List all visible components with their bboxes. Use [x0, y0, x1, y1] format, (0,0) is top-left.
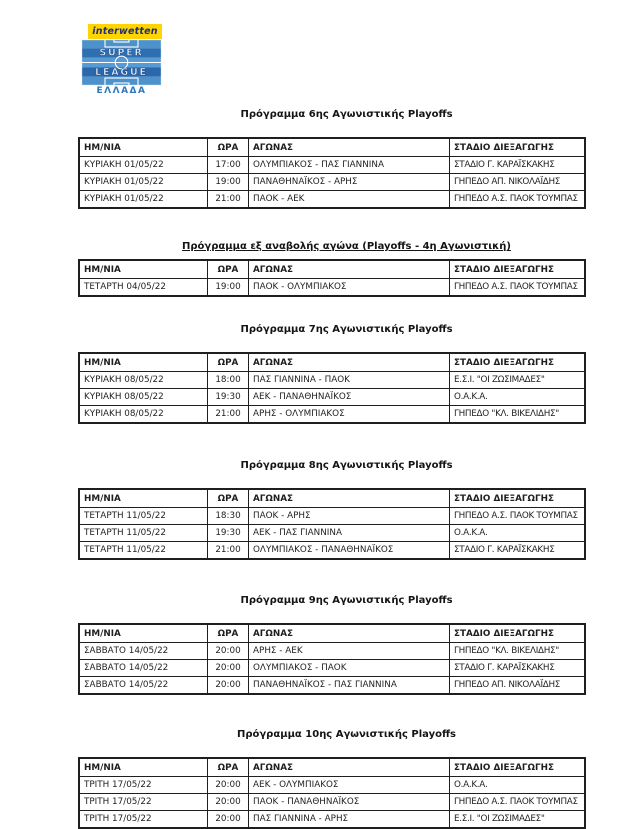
cell-match: ΑΕΚ - ΠΑΣ ΓΙΑΝΝΙΝΑ: [249, 525, 450, 542]
cell-date: ΤΕΤΑΡΤΗ 11/05/22: [79, 525, 208, 542]
logo-text-super: SUPER: [99, 47, 144, 59]
cell-time: 20:00: [208, 643, 249, 660]
cell-time: 21:00: [208, 542, 249, 560]
column-header: ΣΤΑΔΙΟ ΔΙΕΞΑΓΩΓΗΣ: [450, 260, 586, 279]
cell-venue: ΣΤΑΔΙΟ Γ. ΚΑΡΑΪΣΚΑΚΗΣ: [450, 157, 586, 174]
table-row: [79, 157, 585, 174]
matchday-section: [78, 594, 563, 695]
table-row: [79, 643, 585, 660]
column-header: ΑΓΩΝΑΣ: [249, 260, 450, 279]
table-header-row: [79, 758, 585, 777]
table-row: [79, 677, 585, 695]
cell-time: 19:00: [208, 279, 249, 297]
section-title: Πρόγραμμα 9ης Αγωνιστικής Playoffs: [240, 595, 453, 606]
column-header: ΗΜ/ΝΙΑ: [79, 489, 208, 508]
cell-time: 20:00: [208, 794, 249, 811]
schedule-sections: [78, 0, 578, 829]
table-row: [79, 542, 585, 560]
column-header: ΑΓΩΝΑΣ: [249, 758, 450, 777]
cell-venue: ΓΗΠΕΔΟ Α.Σ. ΠΑΟΚ ΤΟΥΜΠΑΣ: [450, 508, 586, 525]
cell-match: ΠΑΣ ΓΙΑΝΝΙΝΑ - ΑΡΗΣ: [249, 811, 450, 829]
cell-venue: ΓΗΠΕΔΟ Α.Σ. ΠΑΟΚ ΤΟΥΜΠΑΣ: [450, 279, 586, 297]
cell-date: ΤΡΙΤΗ 17/05/22: [79, 794, 208, 811]
cell-venue: ΓΗΠΕΔΟ Α.Σ. ΠΑΟΚ ΤΟΥΜΠΑΣ: [450, 191, 586, 209]
section-title: Πρόγραμμα 6ης Αγωνιστικής Playoffs: [240, 109, 453, 120]
table-header-row: [79, 489, 585, 508]
column-header: ΑΓΩΝΑΣ: [249, 353, 450, 372]
section-title: Πρόγραμμα 8ης Αγωνιστικής Playoffs: [240, 460, 453, 471]
column-header: ΣΤΑΔΙΟ ΔΙΕΞΑΓΩΓΗΣ: [450, 138, 586, 157]
cell-venue: ΓΗΠΕΔΟ "ΚΛ. ΒΙΚΕΛΙΔΗΣ": [450, 406, 586, 424]
column-header: ΣΤΑΔΙΟ ΔΙΕΞΑΓΩΓΗΣ: [450, 489, 586, 508]
cell-date: ΤΕΤΑΡΤΗ 11/05/22: [79, 508, 208, 525]
cell-time: 21:00: [208, 191, 249, 209]
column-header: ΣΤΑΔΙΟ ΔΙΕΞΑΓΩΓΗΣ: [450, 353, 586, 372]
section-title: Πρόγραμμα εξ αναβολής αγώνα (Playoffs - 4η Αγωνιστική): [182, 241, 511, 252]
cell-date: ΚΥΡΙΑΚΗ 08/05/22: [79, 389, 208, 406]
table-row: [79, 372, 585, 389]
matchday-section: [78, 459, 578, 560]
cell-time: 21:00: [208, 406, 249, 424]
column-header: ΩΡΑ: [208, 353, 249, 372]
cell-venue: Ο.Α.Κ.Α.: [450, 525, 586, 542]
cell-time: 18:30: [208, 508, 249, 525]
cell-match: ΑΡΗΣ - ΟΛΥΜΠΙΑΚΟΣ: [249, 406, 450, 424]
matchday-section: [78, 240, 578, 297]
column-header: ΣΤΑΔΙΟ ΔΙΕΞΑΓΩΓΗΣ: [450, 624, 586, 643]
cell-venue: ΣΤΑΔΙΟ Γ. ΚΑΡΑΪΣΚΑΚΗΣ: [450, 542, 586, 560]
cell-match: ΠΑΟΚ - ΑΡΗΣ: [249, 508, 450, 525]
cell-date: ΣΑΒΒΑΤΟ 14/05/22: [79, 660, 208, 677]
cell-venue: Ο.Α.Κ.Α.: [450, 389, 586, 406]
column-header: ΩΡΑ: [208, 138, 249, 157]
table-header-row: [79, 353, 585, 372]
cell-venue: ΓΗΠΕΔΟ "ΚΛ. ΒΙΚΕΛΙΔΗΣ": [450, 643, 586, 660]
cell-venue: ΓΗΠΕΔΟ ΑΠ. ΝΙΚΟΛΑΪΔΗΣ: [450, 677, 586, 695]
table-row: [79, 279, 585, 297]
table-row: [79, 794, 585, 811]
cell-date: ΣΑΒΒΑΤΟ 14/05/22: [79, 643, 208, 660]
table-row: [79, 389, 585, 406]
cell-time: 18:00: [208, 372, 249, 389]
cell-venue: Ο.Α.Κ.Α.: [450, 777, 586, 794]
cell-match: ΟΛΥΜΠΙΑΚΟΣ - ΠΑΣ ΓΙΑΝΝΙΝΑ: [249, 157, 450, 174]
matchday-section: [78, 108, 578, 209]
table-header-row: [79, 260, 585, 279]
cell-time: 17:00: [208, 157, 249, 174]
table-row: [79, 525, 585, 542]
column-header: ΣΤΑΔΙΟ ΔΙΕΞΑΓΩΓΗΣ: [450, 758, 586, 777]
cell-match: ΠΑΟΚ - ΠΑΝΑΘΗΝΑΪΚΟΣ: [249, 794, 450, 811]
cell-match: ΑΕΚ - ΟΛΥΜΠΙΑΚΟΣ: [249, 777, 450, 794]
cell-match: ΠΑΣ ΓΙΑΝΝΙΝΑ - ΠΑΟΚ: [249, 372, 450, 389]
table-row: [79, 660, 585, 677]
schedule-table: [78, 259, 586, 297]
schedule-table: [78, 623, 586, 695]
cell-match: ΟΛΥΜΠΙΑΚΟΣ - ΠΑΟΚ: [249, 660, 450, 677]
column-header: ΩΡΑ: [208, 489, 249, 508]
cell-match: ΠΑΟΚ - ΑΕΚ: [249, 191, 450, 209]
column-header: ΗΜ/ΝΙΑ: [79, 260, 208, 279]
matchday-section: [78, 323, 563, 424]
cell-time: 19:00: [208, 174, 249, 191]
column-header: ΩΡΑ: [208, 624, 249, 643]
cell-date: ΚΥΡΙΑΚΗ 08/05/22: [79, 372, 208, 389]
cell-date: ΚΥΡΙΑΚΗ 01/05/22: [79, 191, 208, 209]
cell-venue: Ε.Σ.Ι. "ΟΙ ΖΩΣΙΜΑΔΕΣ": [450, 811, 586, 829]
cell-date: ΤΡΙΤΗ 17/05/22: [79, 811, 208, 829]
table-row: [79, 777, 585, 794]
cell-time: 20:00: [208, 811, 249, 829]
cell-match: ΟΛΥΜΠΙΑΚΟΣ - ΠΑΝΑΘΗΝΑΪΚΟΣ: [249, 542, 450, 560]
cell-time: 19:30: [208, 389, 249, 406]
matchday-section: [78, 728, 578, 829]
section-title: Πρόγραμμα 7ης Αγωνιστικής Playoffs: [240, 324, 453, 335]
schedule-table: [78, 757, 586, 829]
table-row: [79, 191, 585, 209]
column-header: ΗΜ/ΝΙΑ: [79, 138, 208, 157]
schedule-table: [78, 488, 586, 560]
section-title: Πρόγραμμα 10ης Αγωνιστικής Playoffs: [236, 729, 457, 740]
logo-text-league: LEAGUE: [95, 67, 148, 79]
cell-date: ΤΕΤΑΡΤΗ 11/05/22: [79, 542, 208, 560]
cell-match: ΑΡΗΣ - ΑΕΚ: [249, 643, 450, 660]
table-row: [79, 406, 585, 424]
cell-venue: ΓΗΠΕΔΟ Α.Σ. ΠΑΟΚ ΤΟΥΜΠΑΣ: [450, 794, 586, 811]
cell-time: 20:00: [208, 660, 249, 677]
table-header-row: [79, 624, 585, 643]
cell-date: ΚΥΡΙΑΚΗ 08/05/22: [79, 406, 208, 424]
interwetten-banner: interwetten: [88, 24, 162, 39]
cell-match: ΑΕΚ - ΠΑΝΑΘΗΝΑΪΚΟΣ: [249, 389, 450, 406]
logo-country-label: ΕΛΛΑΔΑ: [96, 86, 147, 96]
column-header: ΑΓΩΝΑΣ: [249, 489, 450, 508]
cell-date: ΤΡΙΤΗ 17/05/22: [79, 777, 208, 794]
table-row: [79, 174, 585, 191]
cell-match: ΠΑΝΑΘΗΝΑΪΚΟΣ - ΠΑΣ ΓΙΑΝΝΙΝΑ: [249, 677, 450, 695]
table-row: [79, 811, 585, 829]
cell-date: ΚΥΡΙΑΚΗ 01/05/22: [79, 157, 208, 174]
cell-date: ΤΕΤΑΡΤΗ 04/05/22: [79, 279, 208, 297]
table-row: [79, 508, 585, 525]
column-header: ΗΜ/ΝΙΑ: [79, 624, 208, 643]
cell-time: 20:00: [208, 677, 249, 695]
column-header: ΗΜ/ΝΙΑ: [79, 353, 208, 372]
column-header: ΩΡΑ: [208, 260, 249, 279]
cell-date: ΚΥΡΙΑΚΗ 01/05/22: [79, 174, 208, 191]
column-header: ΑΓΩΝΑΣ: [249, 138, 450, 157]
column-header: ΗΜ/ΝΙΑ: [79, 758, 208, 777]
column-header: ΩΡΑ: [208, 758, 249, 777]
schedule-table: [78, 352, 586, 424]
table-header-row: [79, 138, 585, 157]
column-header: ΑΓΩΝΑΣ: [249, 624, 450, 643]
cell-venue: ΓΗΠΕΔΟ ΑΠ. ΝΙΚΟΛΑΪΔΗΣ: [450, 174, 586, 191]
cell-time: 20:00: [208, 777, 249, 794]
cell-match: ΠΑΟΚ - ΟΛΥΜΠΙΑΚΟΣ: [249, 279, 450, 297]
schedule-table: [78, 137, 586, 209]
cell-date: ΣΑΒΒΑΤΟ 14/05/22: [79, 677, 208, 695]
cell-venue: ΣΤΑΔΙΟ Γ. ΚΑΡΑΪΣΚΑΚΗΣ: [450, 660, 586, 677]
cell-venue: Ε.Σ.Ι. "ΟΙ ΖΩΣΙΜΑΔΕΣ": [450, 372, 586, 389]
cell-match: ΠΑΝΑΘΗΝΑΪΚΟΣ - ΑΡΗΣ: [249, 174, 450, 191]
cell-time: 19:30: [208, 525, 249, 542]
